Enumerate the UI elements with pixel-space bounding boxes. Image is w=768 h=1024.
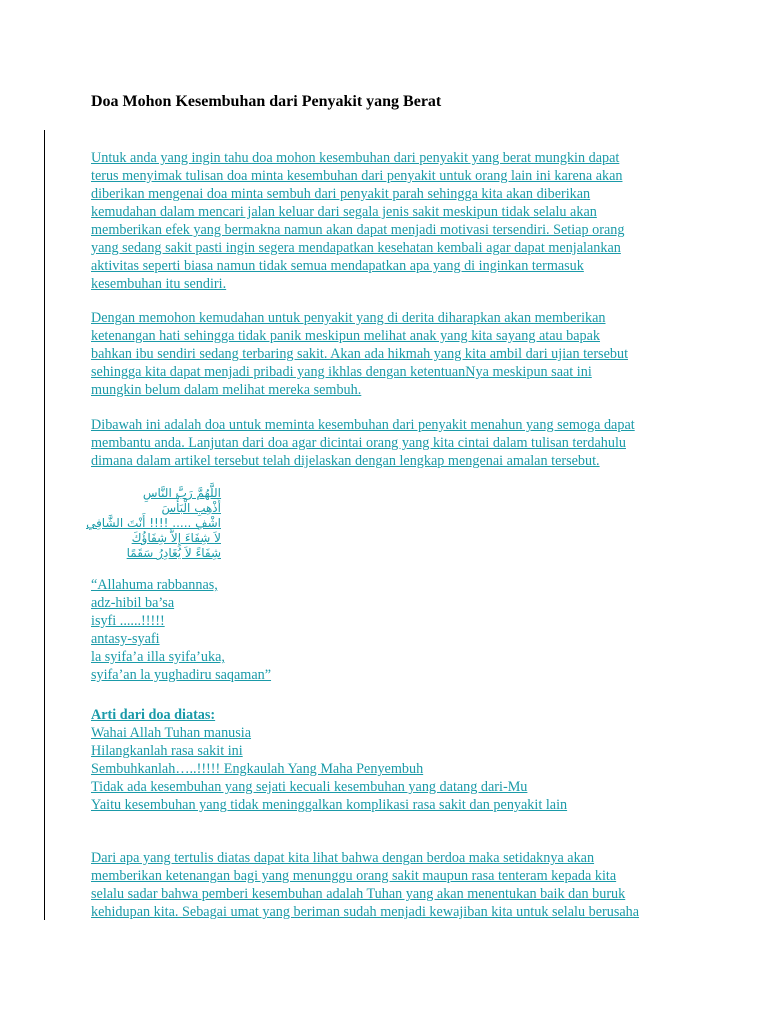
transliteration-line[interactable]: isyfi ......!!!!! bbox=[91, 613, 165, 629]
paragraph-line[interactable]: bahkan ibu sendiri sedang terbaring sakit. Akan ada hikmah yang kita ambil dari ujian tersebut bbox=[91, 346, 629, 362]
prayer-meaning bbox=[91, 706, 681, 814]
paragraph-line[interactable]: sehingga kita dapat menjadi pribadi yang ikhlas dengan ketentuanNya meskipun saat ini bbox=[91, 364, 592, 380]
arabic-line[interactable]: أَذْهِبِ الْبَأْسَ bbox=[161, 501, 221, 515]
paragraph-line[interactable]: mungkin belum dalam melihat mereka sembuh. bbox=[91, 382, 362, 398]
paragraph-line[interactable]: selalu sadar bahwa pemberi kesembuhan adalah Tuhan yang akan menentukan baik dan buruk bbox=[91, 886, 626, 902]
paragraph-line[interactable]: kehidupan kita. Sebagai umat yang beriman sudah menjadi kewajiban kita untuk selalu berusaha bbox=[91, 904, 640, 920]
paragraph-conclusion bbox=[91, 849, 681, 921]
arabic-line[interactable]: اشْفِ ..... !!!! أَنْتَ الشَّافِي bbox=[86, 516, 221, 530]
paragraph-line[interactable]: memberikan efek yang bermakna namun akan dapat menjadi motivasi tersendiri. Setiap orang bbox=[91, 222, 625, 238]
paragraph-line[interactable]: dimana dalam artikel tersebut telah dijelaskan dengan lengkap mengenai amalan tersebut. bbox=[91, 453, 600, 469]
paragraph-line[interactable]: aktivitas seperti biasa namun tidak semua mendapatkan apa yang di inginkan termasuk bbox=[91, 258, 584, 274]
paragraph-line[interactable]: kesembuhan itu sendiri. bbox=[91, 276, 227, 292]
paragraph-line[interactable]: Dengan memohon kemudahan untuk penyakit yang di derita diharapkan akan memberikan bbox=[91, 310, 606, 326]
meaning-heading[interactable]: Arti dari doa diatas: bbox=[91, 707, 216, 723]
transliteration-line[interactable]: adz-hibil ba’sa bbox=[91, 595, 175, 611]
meaning-line[interactable]: Yaitu kesembuhan yang tidak meninggalkan komplikasi rasa sakit dan penyakit lain bbox=[91, 797, 568, 813]
paragraph-line[interactable]: ketenangan hati sehingga tidak panik meskipun melihat anak yang kita sayang atau bapak bbox=[91, 328, 601, 344]
document-title: Doa Mohon Kesembuhan dari Penyakit yang Berat bbox=[91, 93, 442, 110]
prayer-transliteration bbox=[91, 576, 681, 684]
paragraph-line[interactable]: membantu anda. Lanjutan dari doa agar dicintai orang yang kita cintai dalam tulisan terdahulu bbox=[91, 435, 626, 451]
transliteration-line[interactable]: syifa’an la yughadiru saqaman” bbox=[91, 667, 272, 683]
paragraph-intro bbox=[91, 149, 681, 293]
left-margin-rule bbox=[44, 130, 45, 920]
paragraph-line[interactable]: Dari apa yang tertulis diatas dapat kita lihat bahwa dengan berdoa maka setidaknya akan bbox=[91, 850, 595, 866]
paragraph-line[interactable]: terus menyimak tulisan doa minta kesembuhan dari penyakit untuk orang lain ini karena akan bbox=[91, 168, 623, 184]
arabic-line[interactable]: لاَ شِفَاءَ إِلاَّ شِفَاؤُكَ bbox=[131, 531, 221, 545]
meaning-line[interactable]: Sembuhkanlah…..!!!!! Engkaulah Yang Maha Penyembuh bbox=[91, 761, 424, 777]
arabic-line[interactable]: اللَّهُمَّ رَبَّ النَّاسِ bbox=[142, 486, 221, 500]
arabic-line[interactable]: شِفَاءً لاَ يُغَادِرُ سَقَمًا bbox=[126, 546, 221, 560]
paragraph-line[interactable]: Untuk anda yang ingin tahu doa mohon kesembuhan dari penyakit yang berat mungkin dapat bbox=[91, 150, 620, 166]
paragraph-benefit bbox=[91, 309, 681, 399]
meaning-line[interactable]: Tidak ada kesembuhan yang sejati kecuali kesembuhan yang datang dari-Mu bbox=[91, 779, 528, 795]
transliteration-line[interactable]: “Allahuma rabbannas, bbox=[91, 577, 218, 593]
transliteration-line[interactable]: antasy-syafi bbox=[91, 631, 160, 647]
meaning-line[interactable]: Hilangkanlah rasa sakit ini bbox=[91, 743, 243, 759]
paragraph-line[interactable]: kemudahan dalam mencari jalan keluar dari segala jenis sakit meskipun tidak selalu akan bbox=[91, 204, 597, 220]
paragraph-line[interactable]: memberikan ketenangan bagi yang menunggu orang sakit maupun rasa tenteram kepada kita bbox=[91, 868, 617, 884]
paragraph-line[interactable]: yang sedang sakit pasti ingin segera mendapatkan kesehatan kembali agar dapat menjalankan bbox=[91, 240, 621, 256]
meaning-line[interactable]: Wahai Allah Tuhan manusia bbox=[91, 725, 252, 741]
transliteration-line[interactable]: la syifa’a illa syifa’uka, bbox=[91, 649, 225, 665]
paragraph-prayer-intro bbox=[91, 416, 681, 470]
arabic-prayer-text bbox=[86, 486, 221, 561]
paragraph-line[interactable]: diberikan mengenai doa minta sembuh dari penyakit parah sehingga kita akan diberikan bbox=[91, 186, 591, 202]
paragraph-line[interactable]: Dibawah ini adalah doa untuk meminta kesembuhan dari penyakit menahun yang semoga dapat bbox=[91, 417, 635, 433]
